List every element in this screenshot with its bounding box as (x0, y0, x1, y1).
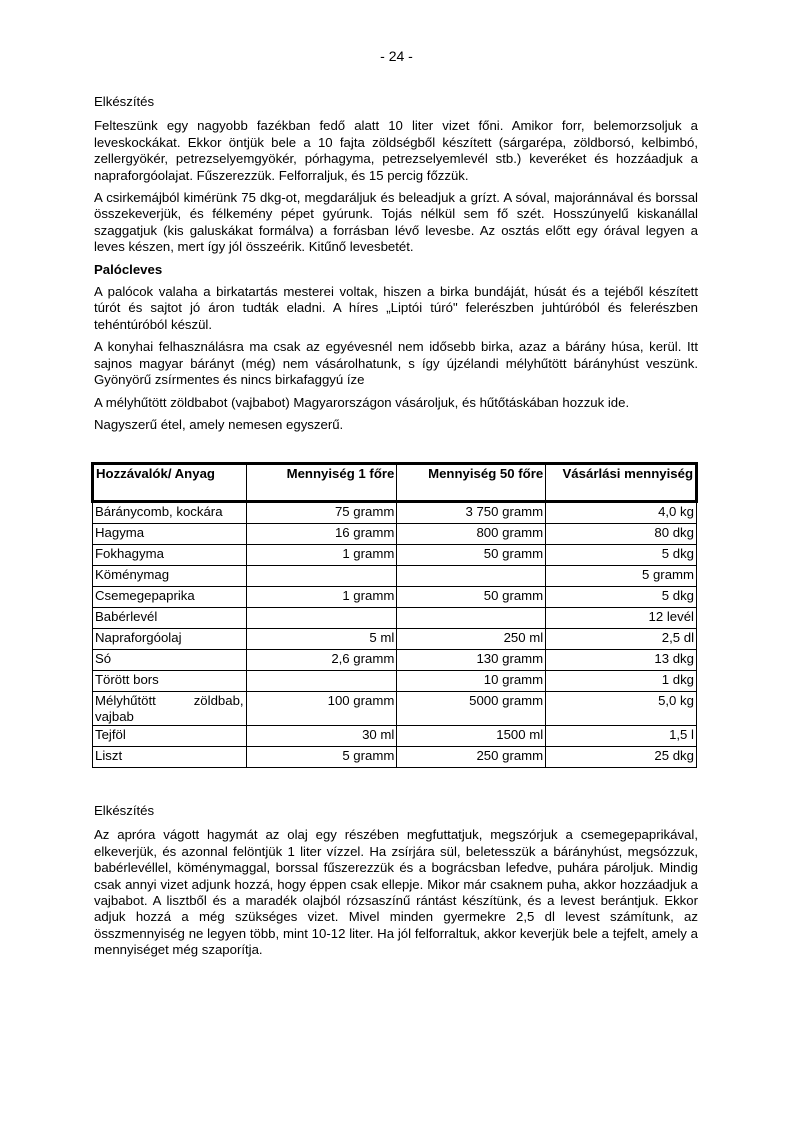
cell-qty-50: 10 gramm (397, 671, 546, 692)
cell-purchase: 5,0 kg (546, 692, 697, 726)
page-number: - 24 - (380, 48, 413, 64)
cell-qty-50: 250 ml (397, 629, 546, 650)
column-header-qty-50-persons: Mennyiség 50 főre (397, 464, 546, 502)
cell-ingredient: Hagyma (93, 524, 247, 545)
ingredients-table (91, 462, 698, 768)
recipe-title: Palócleves (94, 261, 163, 277)
table-header-row (93, 464, 697, 502)
cell-ingredient: Mélyhűtött zöldbab, vajbab (93, 692, 247, 726)
paragraph: A csirkemájból kimérünk 75 dkg-ot, megdaráljuk és beleadjuk a grízt. A sóval, majoránnával és borssal összekeverjük, és félkemény pépet gyúrunk. Tojás nélkül sem fő szét. Hosszúnyelű kiskanállal szaggatjuk (kis galuskákat formálva) a forrásban lévő levesbe. Az osztás előtt egy órával legyen a leves készen, mert így jól összeérik. Kitűnő levesbetét. (94, 190, 698, 255)
cell-qty-50: 3 750 gramm (397, 502, 546, 524)
cell-qty-50: 130 gramm (397, 650, 546, 671)
cell-purchase: 2,5 dl (546, 629, 697, 650)
cell-purchase: 1,5 l (546, 726, 697, 747)
cell-qty-1: 2,6 gramm (246, 650, 397, 671)
document-body (94, 94, 698, 439)
section-heading-preparation: Elkészítés (94, 94, 155, 109)
cell-qty-1: 1 gramm (246, 587, 397, 608)
cell-purchase: 5 dkg (546, 587, 697, 608)
cell-qty-1 (246, 566, 397, 587)
cell-ingredient: Tejföl (93, 726, 247, 747)
table-row (93, 629, 697, 650)
cell-qty-50: 800 gramm (397, 524, 546, 545)
paragraph: Nagyszerű étel, amely nemesen egyszerű. (94, 416, 344, 432)
cell-purchase: 12 levél (546, 608, 697, 629)
cell-ingredient: Só (93, 650, 247, 671)
cell-ingredient: Napraforgóolaj (93, 629, 247, 650)
cell-ingredient: Liszt (93, 747, 247, 768)
cell-qty-50: 50 gramm (397, 587, 546, 608)
document-body-continued (94, 803, 698, 965)
table-row (93, 566, 697, 587)
paragraph: A palócok valaha a birkatartás mesterei voltak, hiszen a birka bundáját, húsát és a tejéből készített túrót és sajtot jó áron tudták eladni. A híres „Liptói túró" felerészben juhtúróból és felerészben tehéntúróból készül. (94, 284, 698, 332)
cell-qty-50: 50 gramm (397, 545, 546, 566)
cell-ingredient: Báránycomb, kockára (93, 502, 247, 524)
cell-purchase: 4,0 kg (546, 502, 697, 524)
table-row (93, 608, 697, 629)
cell-ingredient: Köménymag (93, 566, 247, 587)
table-row (93, 524, 697, 545)
column-header-purchase-qty: Vásárlási mennyiség (546, 464, 697, 502)
cell-qty-50: 5000 gramm (397, 692, 546, 726)
cell-qty-1: 5 gramm (246, 747, 397, 768)
cell-purchase: 5 dkg (546, 545, 697, 566)
column-header-ingredient: Hozzávalók/ Anyag (93, 464, 247, 502)
table-row (93, 671, 697, 692)
paragraph: A konyhai felhasználásra ma csak az egyévesnél nem idősebb birka, azaz a bárány húsa, kerül. Itt sajnos magyar bárányt (még) nem vásárolhatunk, s így újzélandi mélyhűtött bárányhúst veszünk. Gyönyörű zsírmentes és nincs birkafaggyú íze (94, 339, 698, 388)
table-row (93, 747, 697, 768)
cell-purchase: 25 dkg (546, 747, 697, 768)
table-row (93, 650, 697, 671)
cell-qty-1: 1 gramm (246, 545, 397, 566)
table-row (93, 726, 697, 747)
cell-qty-1: 75 gramm (246, 502, 397, 524)
cell-qty-50: 1500 ml (397, 726, 546, 747)
cell-qty-1: 16 gramm (246, 524, 397, 545)
cell-qty-1: 30 ml (246, 726, 397, 747)
column-header-qty-per-person: Mennyiség 1 főre (246, 464, 397, 502)
cell-qty-50 (397, 608, 546, 629)
cell-purchase: 13 dkg (546, 650, 697, 671)
paragraph: Felteszünk egy nagyobb fazékban fedő alatt 10 liter vizet főni. Amikor forr, belemorzsoljuk a leveskockákat. Ekkor öntjük bele a 10 fajta zöldségből készített (sárgarépa, zöldborsó, kelbimbó, zellergyökér, petrezselyemgyökér, pórhagyma, petrezselyemlevél stb.) keveréket és hozzáadjuk a napraforgóolajat. Fűszerezzük. Felforraljuk, és 15 percig főzzük. (94, 118, 698, 183)
cell-qty-1: 5 ml (246, 629, 397, 650)
table-row (93, 692, 697, 726)
cell-purchase: 1 dkg (546, 671, 697, 692)
paragraph: Az apróra vágott hagymát az olaj egy részében megfuttatjuk, megszórjuk a csemegepaprikával, elkeverjük, és azonnal felöntjük 1 liter vízzel. Ha zsírjára sül, beletesszük a bárányhúst, megsózzuk, babérlevéllel, köménymaggal, borssal fűszerezzük és a bográcsban lefedve, puhára pároljuk. Mindig csak annyi vizet adjunk hozzá, hogy éppen csak ellepje. Mikor már csaknem puha, akkor hozzáadjuk a vajbabot. A lisztből és a maradék olajból rózsaszínű rántást készítünk, és a levest berántjuk. Ekkor adjuk hozzá a még szükséges vizet. Mivel minden gyermekre 2,5 dl levest számítunk, az összmennyiség ne legyen több, mint 10-12 liter. Ha jól felforraltuk, akkor keverjük bele a tejfelt, amely a mennyiséget még szaporítja. (94, 827, 698, 958)
cell-qty-1 (246, 671, 397, 692)
section-heading-preparation: Elkészítés (94, 803, 155, 818)
table-row (93, 502, 697, 524)
cell-qty-50: 250 gramm (397, 747, 546, 768)
cell-purchase: 5 gramm (546, 566, 697, 587)
cell-ingredient: Törött bors (93, 671, 247, 692)
cell-ingredient: Babérlevél (93, 608, 247, 629)
cell-ingredient: Csemegepaprika (93, 587, 247, 608)
table-row (93, 545, 697, 566)
cell-qty-50 (397, 566, 546, 587)
cell-qty-1 (246, 608, 397, 629)
cell-purchase: 80 dkg (546, 524, 697, 545)
paragraph: A mélyhűtött zöldbabot (vajbabot) Magyarországon vásároljuk, és hűtőtáskában hozzuk ide. (94, 394, 630, 410)
table-row (93, 587, 697, 608)
cell-ingredient: Fokhagyma (93, 545, 247, 566)
cell-qty-1: 100 gramm (246, 692, 397, 726)
